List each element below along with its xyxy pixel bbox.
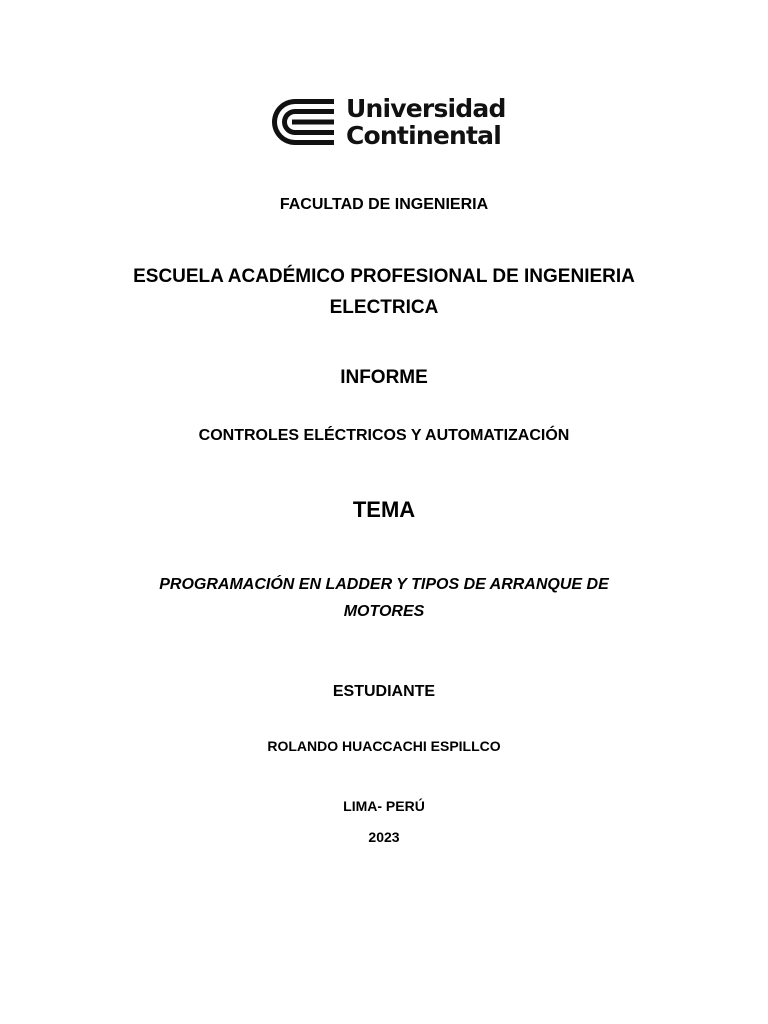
topic-title-line-1: PROGRAMACIÓN EN LADDER Y TIPOS DE ARRANQUE DE — [159, 576, 609, 593]
student-label: ESTUDIANTE — [332, 683, 436, 700]
logo-wordmark — [346, 95, 506, 149]
faculty-heading: FACULTAD DE INGENIERIA — [279, 196, 489, 213]
logo-line-continental: Continental — [346, 121, 501, 150]
school-heading-line-1: ESCUELA ACADÉMICO PROFESIONAL DE INGENIERIA — [133, 266, 635, 287]
location: LIMA- PERÚ — [343, 798, 425, 814]
student-name: ROLANDO HUACCACHI ESPILLCO — [267, 738, 501, 754]
course-name: CONTROLES ELÉCTRICOS Y AUTOMATIZACIÓN — [198, 427, 570, 444]
year: 2023 — [368, 829, 400, 845]
logo-line-universidad: Universidad — [346, 94, 506, 123]
universidad-continental-c-mark-icon — [268, 95, 336, 149]
report-label: INFORME — [340, 367, 428, 388]
school-heading-line-2: ELECTRICA — [329, 297, 439, 318]
topic-label: TEMA — [352, 497, 416, 522]
university-logo — [268, 93, 506, 151]
topic-title-line-2: MOTORES — [343, 603, 425, 620]
